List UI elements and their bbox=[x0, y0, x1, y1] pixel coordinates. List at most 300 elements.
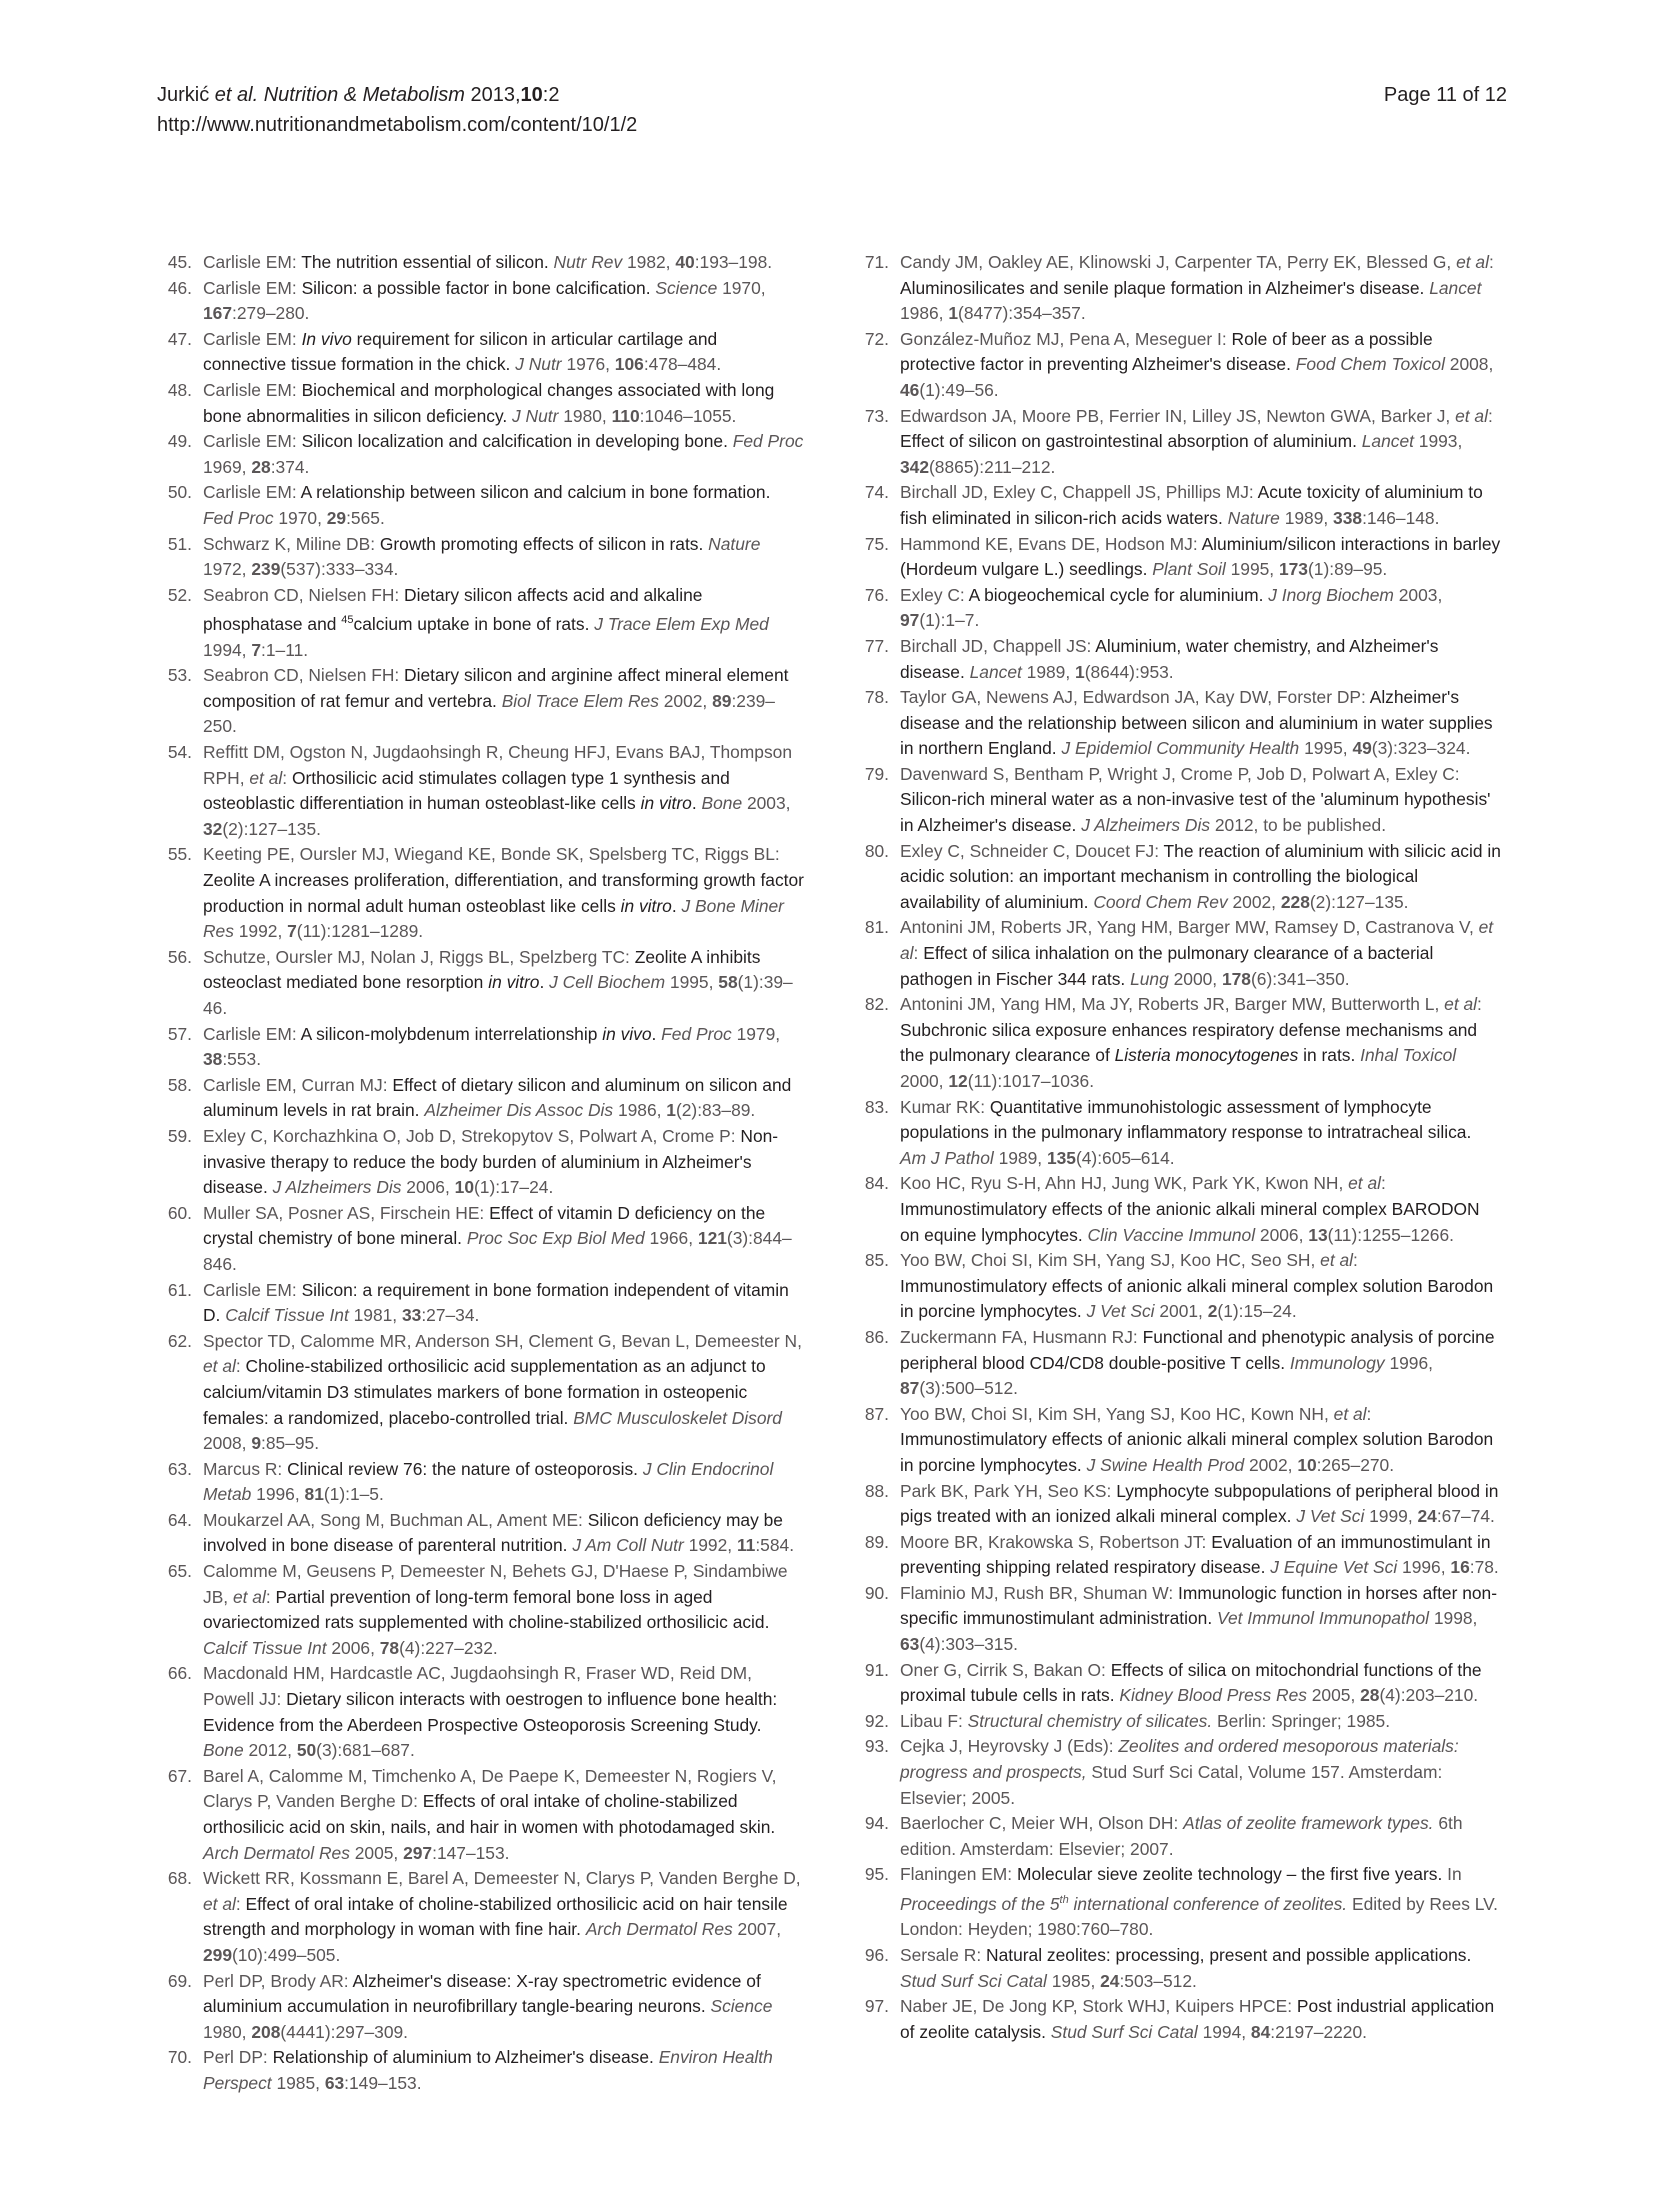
reference-title: requirement for silicon in articular cartilage and connective tissue formation in the chick. bbox=[203, 328, 718, 375]
reference-source: Berlin: Springer; 1985. bbox=[1217, 1710, 1391, 1731]
reference-source: 63 bbox=[900, 1634, 920, 1655]
reference-number: 83. bbox=[864, 1096, 889, 1117]
reference-source: 81 bbox=[304, 1484, 324, 1505]
reference-source: 239 bbox=[251, 559, 281, 580]
reference-source: (3):844–846. bbox=[203, 1228, 792, 1274]
reference-number: 84. bbox=[864, 1173, 889, 1194]
reference-title: Immunologic function in horses after non-specific immunostimulant administration. bbox=[900, 1582, 1498, 1629]
reference-source: 1993, bbox=[1418, 431, 1463, 452]
reference-source: international conference of zeolites. bbox=[1068, 1893, 1352, 1914]
reference-source: Science bbox=[655, 277, 723, 298]
reference-authors: González-Muñoz MJ, Pena A, Meseguer I: bbox=[900, 328, 1232, 349]
reference-source: (1):1–7. bbox=[919, 610, 980, 631]
reference-authors: Candy JM, Oakley AE, Klinowski J, Carpenter TA, Perry EK, Blessed G, bbox=[900, 252, 1457, 272]
reference-source: J Trace Elem Exp Med bbox=[594, 614, 769, 635]
reference-source: (4):203–210. bbox=[1379, 1685, 1479, 1706]
reference-item bbox=[847, 1530, 1501, 1581]
reference-source: 32 bbox=[203, 818, 223, 839]
reference-item bbox=[150, 276, 804, 327]
reference-source: 40 bbox=[675, 252, 695, 272]
reference-title: Silicon deficiency may be involved in bone disease of parenteral nutrition. bbox=[203, 1509, 783, 1556]
reference-number: 50. bbox=[167, 482, 192, 503]
reference-item bbox=[150, 378, 804, 429]
reference-item bbox=[150, 1969, 804, 2046]
reference-source: J Am Coll Nutr bbox=[572, 1535, 689, 1556]
reference-source: :1–11. bbox=[261, 639, 309, 660]
reference-number: 47. bbox=[167, 328, 192, 349]
reference-authors: Yoo BW, Choi SI, Kim SH, Yang SJ, Koo HC, Kown NH, bbox=[900, 1403, 1334, 1424]
reference-source: 2006, bbox=[331, 1637, 380, 1658]
reference-source: 28 bbox=[251, 456, 271, 477]
reference-source: Arch Dermatol Res bbox=[585, 1919, 738, 1940]
reference-authors: Perl DP: bbox=[203, 2047, 273, 2068]
reference-source: 2006, bbox=[406, 1177, 455, 1198]
reference-source: :584. bbox=[755, 1535, 795, 1556]
reference-authors: et al bbox=[1320, 1250, 1354, 1271]
reference-authors: Perl DP, Brody AR: bbox=[203, 1970, 353, 1991]
reference-title: Effect of oral intake of choline-stabilized orthosilicic acid on hair tensile strength and morphology in woman with fine hair. bbox=[203, 1893, 788, 1940]
reference-source: 2008, bbox=[203, 1433, 252, 1454]
reference-authors: Carlisle EM: bbox=[203, 431, 302, 452]
reference-number: 52. bbox=[167, 584, 192, 605]
reference-title: Effects of oral intake of choline-stabilized orthosilicic acid on skin, nails, and hair in women with photodamaged skin. bbox=[203, 1791, 776, 1838]
reference-source: 1966, bbox=[649, 1228, 698, 1249]
reference-item bbox=[847, 1171, 1501, 1248]
reference-authors: Flaminio MJ, Rush BR, Shuman W: bbox=[900, 1582, 1179, 1603]
reference-source: Fed Proc bbox=[732, 431, 804, 452]
reference-number: 90. bbox=[864, 1582, 889, 1603]
reference-source: Stud Surf Sci Catal bbox=[1050, 2021, 1203, 2042]
reference-source: Food Chem Toxicol bbox=[1295, 354, 1450, 375]
reference-item bbox=[847, 583, 1501, 634]
reference-title: . bbox=[671, 895, 682, 916]
reference-authors: Carlisle EM: bbox=[203, 328, 302, 349]
reference-source: 1989, bbox=[1284, 507, 1334, 528]
reference-number: 45. bbox=[167, 252, 192, 272]
reference-title: Effect of silica inhalation on the pulmonary clearance of a bacterial pathogen in Fischer 344 rats. bbox=[900, 943, 1434, 989]
reference-authors: et al bbox=[900, 917, 1494, 964]
reference-source: 1989, bbox=[998, 1147, 1047, 1168]
reference-title: The nutrition essential of silicon. bbox=[301, 252, 554, 272]
reference-source: 1995, bbox=[1230, 559, 1279, 580]
reference-source: Proc Soc Exp Biol Med bbox=[466, 1228, 650, 1249]
reference-source: 1985, bbox=[1051, 1970, 1101, 1991]
reference-source: 1994, bbox=[1202, 2021, 1251, 2042]
reference-source: J Nutr bbox=[515, 354, 567, 375]
reference-number: 74. bbox=[864, 482, 889, 503]
reference-number: 81. bbox=[864, 917, 889, 938]
reference-authors: : bbox=[235, 1356, 246, 1377]
reference-item bbox=[847, 915, 1501, 992]
reference-source: 1969, bbox=[203, 456, 252, 477]
reference-title: In vivo bbox=[301, 328, 352, 349]
reference-item bbox=[150, 250, 804, 276]
reference-source: Coord Chem Rev bbox=[1093, 891, 1233, 912]
reference-source: 2002, bbox=[1248, 1454, 1298, 1475]
reference-source: :2197–2220. bbox=[1270, 2021, 1367, 2042]
reference-item bbox=[847, 250, 1501, 327]
reference-source: :1046–1055. bbox=[639, 405, 737, 426]
reference-item bbox=[150, 1508, 804, 1559]
reference-source: (6):341–350. bbox=[1250, 968, 1350, 989]
reference-authors: Libau F: bbox=[900, 1710, 968, 1731]
reference-source: Fed Proc bbox=[661, 1023, 737, 1044]
reference-title: in vitro bbox=[488, 972, 540, 993]
reference-title: A relationship between silicon and calcium in bone formation. bbox=[300, 482, 771, 503]
reference-source: :565. bbox=[346, 507, 385, 528]
reference-item bbox=[847, 1095, 1501, 1172]
reference-number: 78. bbox=[864, 687, 889, 708]
reference-authors: Baerlocher C, Meier WH, Olson DH: bbox=[900, 1813, 1184, 1834]
reference-number: 96. bbox=[864, 1944, 889, 1965]
reference-title: in vivo bbox=[602, 1023, 652, 1044]
reference-number: 87. bbox=[864, 1403, 889, 1424]
header-volume: 10 bbox=[520, 84, 543, 106]
reference-source: (10):499–505. bbox=[232, 1944, 341, 1965]
reference-title: Aluminosilicates and senile plaque formation in Alzheimer's disease. bbox=[900, 277, 1430, 298]
reference-source: 97 bbox=[900, 610, 920, 631]
reference-source: J Cell Biochem bbox=[549, 972, 670, 993]
reference-source: Bone bbox=[701, 793, 747, 814]
reference-item bbox=[150, 1457, 804, 1508]
reference-authors: : bbox=[282, 767, 292, 788]
reference-authors: Exley C, Schneider C, Doucet FJ: bbox=[900, 840, 1164, 861]
reference-authors: et al bbox=[1333, 1403, 1367, 1424]
reference-source: 11 bbox=[736, 1535, 756, 1556]
reference-source: J Vet Sci bbox=[1296, 1506, 1370, 1527]
reference-number: 64. bbox=[167, 1509, 192, 1530]
citation-line bbox=[157, 80, 1507, 110]
reference-source: 1996, bbox=[1402, 1557, 1451, 1578]
reference-item bbox=[847, 404, 1501, 481]
reference-number: 60. bbox=[167, 1202, 192, 1223]
reference-item bbox=[150, 327, 804, 378]
reference-item bbox=[150, 945, 804, 1022]
reference-source: :553. bbox=[222, 1049, 262, 1070]
reference-title: . bbox=[691, 793, 702, 814]
reference-number: 71. bbox=[864, 252, 889, 272]
reference-source: (11):1017–1036. bbox=[967, 1071, 1095, 1091]
reference-authors: Birchall JD, Chappell JS: bbox=[900, 635, 1096, 656]
reference-source: 1 bbox=[948, 303, 959, 324]
reference-source: Nature bbox=[1227, 507, 1285, 528]
reference-source: 16 bbox=[1450, 1557, 1470, 1578]
reference-authors: : bbox=[235, 1893, 246, 1914]
reference-source: 338 bbox=[1333, 507, 1363, 528]
reference-source: Alzheimer Dis Assoc Dis bbox=[424, 1100, 618, 1121]
reference-source: Arch Dermatol Res bbox=[203, 1842, 355, 1863]
reference-item bbox=[150, 1764, 804, 1866]
reference-authors: Reffitt DM, Ogston N, Jugdaohsingh R, Cheung HFJ, Evans BAJ, Thompson RPH, bbox=[203, 742, 792, 788]
reference-item bbox=[150, 429, 804, 480]
reference-source: 1976, bbox=[566, 354, 615, 375]
reference-authors: et al bbox=[1455, 405, 1488, 426]
reference-source: :503–512. bbox=[1119, 1970, 1197, 1991]
reference-authors: : bbox=[265, 1586, 276, 1607]
reference-source: 1998, bbox=[1433, 1608, 1478, 1629]
reference-source: 2002, bbox=[663, 690, 713, 711]
reference-source: 208 bbox=[251, 2021, 281, 2042]
running-header bbox=[157, 80, 1507, 140]
reference-authors: et al bbox=[203, 1356, 236, 1377]
reference-source: (537):333–334. bbox=[280, 559, 399, 580]
reference-source: 58 bbox=[718, 972, 738, 993]
reference-source: BMC Musculoskelet Disord bbox=[573, 1407, 782, 1428]
reference-source: 24 bbox=[1417, 1506, 1437, 1527]
reference-source: (8644):953. bbox=[1084, 661, 1174, 682]
reference-title: Growth promoting effects of silicon in rats. bbox=[379, 533, 709, 554]
reference-number: 85. bbox=[864, 1250, 889, 1271]
reference-authors: : bbox=[913, 943, 924, 964]
header-article: :2 bbox=[542, 84, 560, 106]
reference-source: 178 bbox=[1221, 968, 1251, 989]
reference-title: Partial prevention of long-term femoral bone loss in aged ovariectomized rats supplemented with choline-stabilized orthosilicic acid. bbox=[203, 1586, 770, 1633]
reference-item bbox=[847, 1734, 1501, 1811]
reference-title: A silicon-molybdenum interrelationship bbox=[300, 1023, 603, 1044]
reference-title: Orthosilicic acid stimulates collagen type 1 synthesis and osteoblastic differentiation in human osteoblast-like cells bbox=[203, 767, 730, 814]
reference-item bbox=[150, 1201, 804, 1278]
reference-source: 1986, bbox=[617, 1100, 667, 1121]
reference-source: Proceedings of the 5 bbox=[900, 1893, 1060, 1914]
reference-item bbox=[847, 1581, 1501, 1658]
reference-item bbox=[847, 634, 1501, 685]
reference-source: J Alzheimers Dis bbox=[1081, 815, 1215, 836]
reference-authors: Davenward S, Bentham P, Wright J, Crome P, Job D, Polwart A, Exley C: bbox=[900, 763, 1460, 784]
reference-title: The reaction of aluminium with silicic acid in acidic solution: an important mechanism in controlling the biological availability of aluminium. bbox=[900, 840, 1501, 912]
reference-number: 67. bbox=[167, 1765, 192, 1786]
reference-authors: : bbox=[1487, 405, 1493, 426]
reference-source: :85–95. bbox=[261, 1433, 320, 1454]
reference-source: :147–153. bbox=[432, 1842, 510, 1863]
reference-source: 2006, bbox=[1259, 1224, 1309, 1245]
reference-number: 72. bbox=[864, 328, 889, 349]
reference-authors: Hammond KE, Evans DE, Hodson MJ: bbox=[900, 533, 1202, 554]
reference-title: Aluminium, water chemistry, and Alzheimer's disease. bbox=[900, 635, 1439, 682]
reference-source: 9 bbox=[251, 1433, 262, 1454]
reference-number: 93. bbox=[864, 1736, 889, 1757]
reference-source: Calcif Tissue Int bbox=[225, 1305, 354, 1326]
reference-source: 1992, bbox=[238, 921, 288, 942]
reference-source: 29 bbox=[326, 507, 347, 528]
reference-source: 2008, bbox=[1449, 354, 1494, 375]
reference-authors: Carlisle EM: bbox=[203, 252, 302, 272]
reference-source: 1996, bbox=[1389, 1352, 1433, 1373]
reference-item bbox=[847, 1709, 1501, 1735]
reference-source: 10 bbox=[454, 1177, 474, 1198]
reference-authors: et al bbox=[203, 1893, 236, 1914]
reference-source: 342 bbox=[900, 456, 930, 477]
reference-authors: et al bbox=[232, 1586, 266, 1607]
reference-number: 89. bbox=[864, 1531, 889, 1552]
reference-number: 97. bbox=[864, 1996, 889, 2017]
reference-number: 76. bbox=[864, 584, 889, 605]
reference-authors: Wickett RR, Kossmann E, Barel A, Demeester N, Clarys P, Vanden Berghe D, bbox=[203, 1868, 801, 1889]
reference-authors: Oner G, Cirrik S, Bakan O: bbox=[900, 1659, 1111, 1680]
reference-title: Alzheimer's disease: X-ray spectrometric evidence of aluminium accumulation in neurofibrillary tangle-bearing neurons. bbox=[203, 1970, 761, 2017]
reference-item bbox=[150, 842, 804, 944]
reference-number: 58. bbox=[167, 1074, 192, 1095]
reference-source: 13 bbox=[1308, 1224, 1328, 1245]
reference-source: :146–148. bbox=[1362, 507, 1440, 528]
reference-source: J Alzheimers Dis bbox=[272, 1177, 407, 1198]
reference-title: in rats. bbox=[1298, 1045, 1361, 1066]
reference-title: Alzheimer's disease and the relationship between silicon and aluminium in water supplies in northern England. bbox=[900, 687, 1493, 759]
reference-title: Zeolite A inhibits osteoclast mediated bone resorption bbox=[203, 946, 761, 993]
reference-source: (4441):297–309. bbox=[280, 2021, 409, 2042]
reference-item bbox=[150, 1866, 804, 1968]
reference-source: 46 bbox=[900, 379, 920, 400]
reference-source: 121 bbox=[697, 1228, 727, 1249]
reference-source: 2005, bbox=[354, 1842, 404, 1863]
reference-item bbox=[150, 532, 804, 583]
reference-number: 53. bbox=[167, 665, 192, 686]
reference-source: Plant Soil bbox=[1152, 559, 1231, 580]
reference-source: 2012, bbox=[248, 1740, 297, 1761]
reference-authors: : bbox=[1353, 1250, 1358, 1271]
reference-number: 79. bbox=[864, 763, 889, 784]
reference-source: 1992, bbox=[688, 1535, 737, 1556]
reference-number: 73. bbox=[864, 405, 889, 426]
reference-title: Listeria monocytogenes bbox=[1114, 1045, 1299, 1066]
reference-authors: Seabron CD, Nielsen FH: bbox=[203, 584, 405, 605]
reference-number: 91. bbox=[864, 1659, 889, 1680]
reference-source: Clin Vaccine Immunol bbox=[1087, 1224, 1260, 1245]
reference-title: Non-invasive therapy to reduce the body burden of aluminium in Alzheimer's disease. bbox=[203, 1125, 779, 1198]
reference-authors: Seabron CD, Nielsen FH: bbox=[203, 665, 405, 686]
reference-title: Acute toxicity of aluminium to fish eliminated in silicon-rich acids waters. bbox=[900, 482, 1483, 528]
reference-title: Effect of dietary silicon and aluminum on silicon and aluminum levels in rat brain. bbox=[203, 1074, 792, 1121]
reference-title: in vitro bbox=[640, 793, 692, 814]
reference-authors: Zuckermann FA, Husmann RJ: bbox=[900, 1326, 1143, 1347]
references-column-left bbox=[150, 250, 804, 2097]
reference-number: 77. bbox=[864, 635, 889, 656]
reference-source: 2005, bbox=[1311, 1685, 1361, 1706]
reference-source: Science bbox=[710, 1996, 773, 2017]
reference-title: Natural zeolites: processing, present and possible applications. bbox=[986, 1944, 1472, 1965]
reference-source: :27–34. bbox=[421, 1305, 480, 1326]
reference-item bbox=[847, 839, 1501, 916]
reference-source: Calcif Tissue Int bbox=[203, 1637, 332, 1658]
reference-number: 51. bbox=[167, 533, 192, 554]
reference-item bbox=[847, 762, 1501, 839]
reference-authors: Moukarzel AA, Song M, Buchman AL, Ament ME: bbox=[203, 1509, 588, 1530]
reference-source: 2002, bbox=[1232, 891, 1281, 912]
reference-source: 87 bbox=[900, 1378, 920, 1399]
reference-item bbox=[847, 1248, 1501, 1325]
reference-number: 65. bbox=[167, 1561, 192, 1582]
reference-source: 1996, bbox=[256, 1484, 305, 1505]
reference-authors: Carlisle EM: bbox=[203, 1279, 302, 1300]
reference-source: Lancet bbox=[1361, 431, 1419, 452]
reference-source: 2003, bbox=[1398, 584, 1443, 605]
reference-source: :193–198. bbox=[694, 252, 773, 272]
header-authors: Jurkić bbox=[157, 84, 210, 106]
reference-source: Nature bbox=[708, 533, 761, 554]
reference-source: Zeolites and ordered mesoporous materials: progress and prospects, bbox=[900, 1736, 1459, 1783]
reference-source: 297 bbox=[403, 1842, 433, 1863]
reference-number: 63. bbox=[167, 1458, 192, 1479]
reference-source: Lancet bbox=[969, 661, 1027, 682]
reference-item bbox=[847, 532, 1501, 583]
reference-number: 69. bbox=[167, 1970, 192, 1991]
reference-source: 1994, bbox=[203, 639, 252, 660]
reference-authors: Carlisle EM: bbox=[203, 1023, 301, 1044]
reference-source: 110 bbox=[611, 405, 640, 426]
reference-source: 2000, bbox=[1173, 968, 1222, 989]
reference-source: Biol Trace Elem Res bbox=[501, 690, 664, 711]
reference-authors: Antonini JM, Roberts JR, Yang HM, Barger MW, Ramsey D, Castranova V, bbox=[900, 917, 1479, 938]
reference-source: :478–484. bbox=[643, 354, 722, 375]
reference-source: 167 bbox=[203, 303, 233, 324]
reference-source: 1985, bbox=[276, 2072, 325, 2093]
reference-number: 88. bbox=[864, 1480, 889, 1501]
header-etal: et al. bbox=[214, 84, 259, 106]
reference-number: 54. bbox=[167, 742, 192, 763]
reference-source: (1):17–24. bbox=[474, 1177, 554, 1198]
reference-source: 1995, bbox=[1304, 738, 1353, 759]
reference-item bbox=[150, 2045, 804, 2096]
reference-source: (8865):211–212. bbox=[929, 456, 1056, 477]
reference-source: 173 bbox=[1278, 559, 1308, 580]
reference-number: 68. bbox=[167, 1868, 192, 1889]
reference-title: A biogeochemical cycle for aluminium. bbox=[968, 584, 1269, 605]
reference-source: (3):323–324. bbox=[1371, 738, 1471, 759]
reference-source: 1970, bbox=[278, 507, 327, 528]
reference-authors: Carlisle EM: bbox=[203, 277, 302, 298]
reference-source: 49 bbox=[1352, 738, 1372, 759]
reference-source: 1989, bbox=[1026, 661, 1076, 682]
reference-source: In bbox=[1447, 1864, 1462, 1885]
reference-source: J Bone Miner Res bbox=[203, 895, 784, 942]
reference-number: 92. bbox=[864, 1710, 889, 1731]
reference-number: 70. bbox=[167, 2047, 192, 2068]
reference-source: 84 bbox=[1250, 2021, 1271, 2042]
reference-title: calcium uptake in bone of rats. bbox=[353, 614, 595, 635]
reference-title: Silicon: a possible factor in bone calcification. bbox=[301, 277, 656, 298]
reference-source: 2000, bbox=[900, 1071, 949, 1091]
reference-item bbox=[150, 1559, 804, 1661]
reference-source: 1970, bbox=[722, 277, 766, 298]
reference-item bbox=[847, 1994, 1501, 2045]
reference-source: 228 bbox=[1280, 891, 1310, 912]
reference-authors: Antonini JM, Yang HM, Ma JY, Roberts JR, Barger MW, Butterworth L, bbox=[900, 994, 1445, 1015]
reference-item bbox=[150, 1022, 804, 1073]
reference-source: 1 bbox=[1075, 661, 1085, 682]
reference-authors: Cejka J, Heyrovsky J (Eds): bbox=[900, 1736, 1119, 1757]
reference-item bbox=[847, 1811, 1501, 1862]
reference-item bbox=[847, 1862, 1501, 1943]
header-url[interactable]: http://www.nutritionandmetabolism.com/content/10/1/2 bbox=[157, 114, 638, 136]
reference-authors: Exley C, Korchazhkina O, Job D, Strekopytov S, Polwart A, Crome P: bbox=[203, 1125, 741, 1146]
reference-source: 1981, bbox=[353, 1305, 402, 1326]
reference-authors: Carlisle EM: bbox=[203, 379, 302, 400]
reference-authors: Barel A, Calomme M, Timchenko A, De Paepe K, Demeester N, Rogiers V, Clarys P, Vanden Berghe D: bbox=[203, 1765, 777, 1812]
reference-source: (2):127–135. bbox=[1309, 891, 1409, 912]
reference-number: 80. bbox=[864, 840, 889, 861]
reference-source: (1):1–5. bbox=[323, 1484, 384, 1505]
reference-authors: et al bbox=[1444, 994, 1478, 1015]
reference-item bbox=[847, 1479, 1501, 1530]
reference-source: Immunology bbox=[1289, 1352, 1390, 1373]
reference-title: Effect of vitamin D deficiency on the crystal chemistry of bone mineral. bbox=[203, 1202, 766, 1249]
reference-source: 1982, bbox=[627, 252, 676, 272]
reference-source: 1995, bbox=[669, 972, 719, 993]
reference-source: Structural chemistry of silicates. bbox=[967, 1710, 1218, 1731]
reference-authors: et al bbox=[1348, 1173, 1382, 1194]
reference-title: Choline-stabilized orthosilicic acid supplementation as an adjunct to calcium/vitamin D3 stimulates markers of bone formation in osteopenic females: a randomized, placebo-controlled trial. bbox=[203, 1356, 766, 1428]
reference-title: . bbox=[539, 972, 550, 993]
reference-source: (1):15–24. bbox=[1217, 1301, 1297, 1322]
